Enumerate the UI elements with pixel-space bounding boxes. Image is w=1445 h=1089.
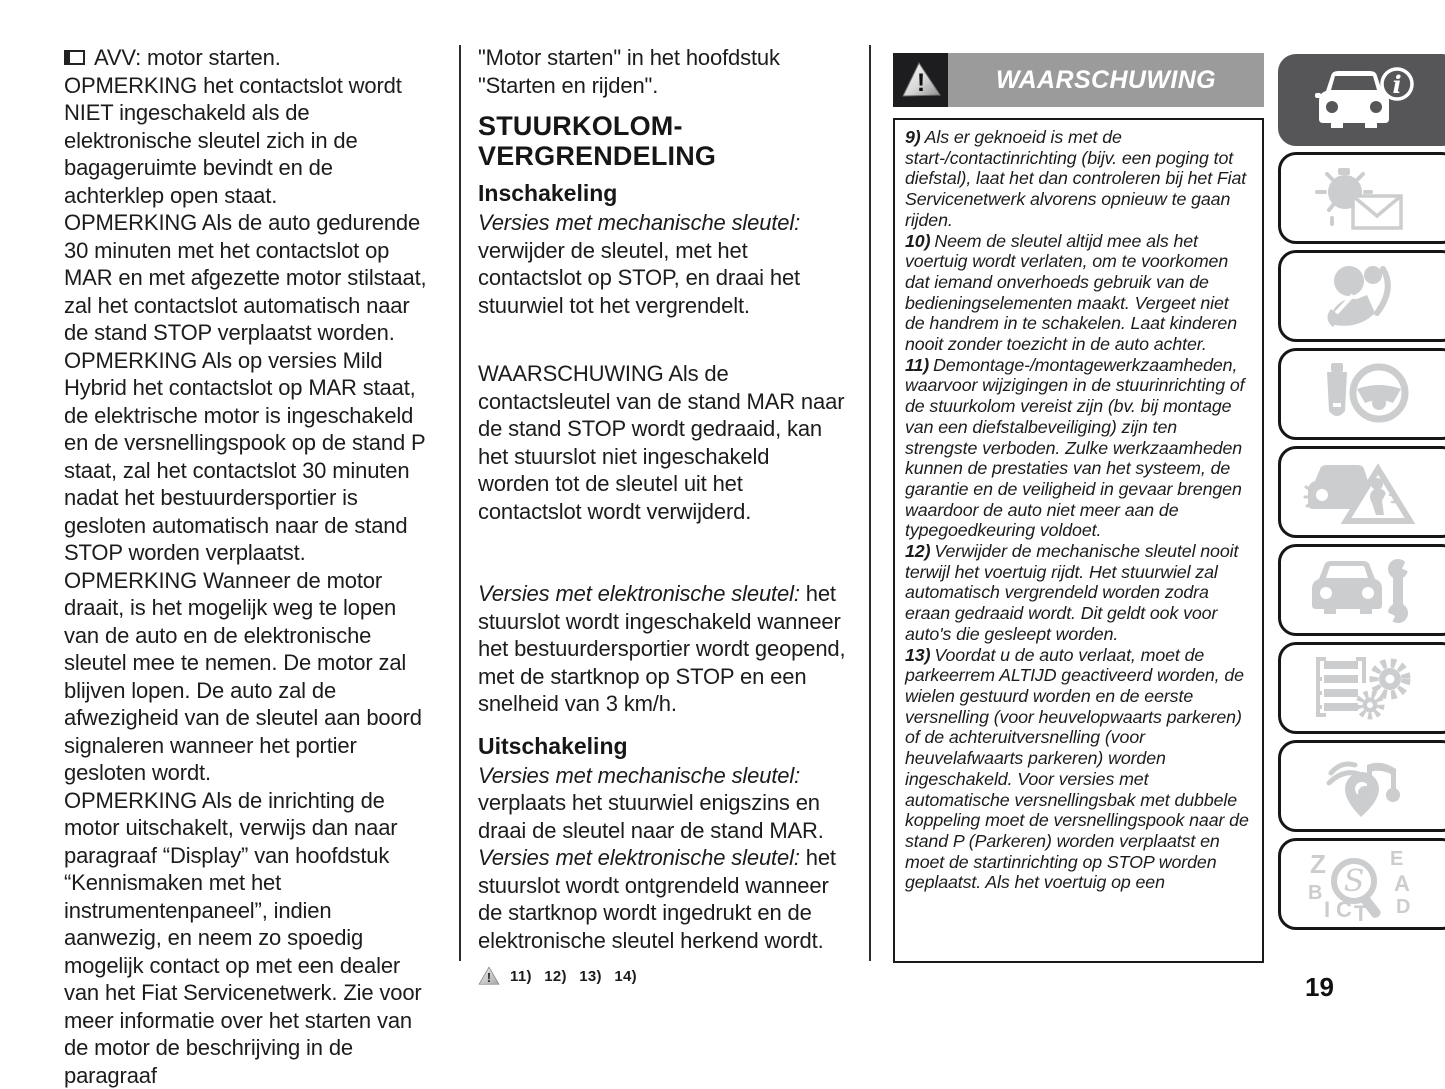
svg-text:i: i bbox=[1392, 70, 1401, 99]
alphabetical-index-search-icon bbox=[1302, 847, 1420, 921]
svg-text:S: S bbox=[1344, 864, 1365, 899]
paragraph-text: het stuurslot wordt ontgrendeld wanneer de startknop wordt ingedrukt en de elektronische sleutel herkend wordt. bbox=[478, 845, 836, 953]
sidebar-tile-vehicle-info bbox=[1278, 54, 1445, 146]
warning-header bbox=[893, 53, 1264, 107]
warning-panel bbox=[893, 53, 1264, 963]
paragraph-text: verplaats het stuurwiel enigszins en draai de sleutel naar de stand MAR. bbox=[478, 790, 824, 843]
warning-triangle-icon bbox=[478, 966, 500, 986]
svg-text:T: T bbox=[1354, 901, 1368, 921]
warning-item bbox=[905, 355, 1253, 541]
paragraph bbox=[478, 844, 846, 954]
paragraph: "Motor starten" in het hoofdstuk "Starten en rijden". bbox=[478, 44, 846, 99]
paragraph bbox=[478, 209, 846, 319]
paragraph-text: het stuurslot wordt ingeschakeld wanneer het bestuurdersportier wordt geopend, met de startknop op STOP en een snelheid van 3 km/h. bbox=[478, 581, 845, 716]
warning-item bbox=[905, 541, 1253, 645]
section-title-line1: STUURKOLOM- bbox=[478, 111, 846, 141]
item-number: 13) bbox=[905, 645, 930, 665]
item-text: Als er geknoeid is met de start-/contactinrichting (bijv. een poging tot diefstal), laat het dan controleren bij het Fiat Servicenetwerk alvorens opnieuw te gaan rijden. bbox=[905, 127, 1246, 230]
paragraph bbox=[478, 580, 846, 718]
item-text: Neem de sleutel altijd mee als het voertuig wordt verlaten, om te voorkomen dat iemand onverhoeds gebruik van de bedieningselementen maakt. Vergeet niet de handrem in te schakelen. Laat kinderen nooit zonder toezicht in de auto achter. bbox=[905, 231, 1237, 355]
svg-text:C: C bbox=[1336, 897, 1352, 921]
sidebar-tile-safety bbox=[1278, 250, 1445, 342]
footnote bbox=[478, 966, 846, 986]
item-text: Demontage-/montagewerkzaamheden, waarvoor wijzigingen in de stuurinrichting of de stuurkolom vereist zijn (bv. bij montage van een diefstalbeveiliging) zijn ten strengste verboden. Zulke werkzaamheden kunnen de prestaties van het systeem, de garantie en de veiligheid in gevaar brengen waardoor de auto niet meer aan de typegoedkeuring voldoet. bbox=[905, 355, 1244, 541]
sidebar-tile-technical-data bbox=[1278, 642, 1445, 734]
sidebar-tile-service bbox=[1278, 544, 1445, 636]
car-service-wrench-icon bbox=[1304, 555, 1418, 625]
svg-text:A: A bbox=[1394, 871, 1410, 896]
item-text: Voordat u de auto verlaat, moet de parkeerrem ALTIJD geactiveerd worden, de wielen gestuurd worden en de eerste versnelling (voor heuvelopwaarts parkeren) of de achteruitversnelling (voor heuvelafwaarts parkeren) worden ingeschakeld. Voor versies met automatische versnellingsbak met dubbele koppeling moet de versnellingspook naar de stand P (Parkeren) worden verplaatst en moet de startinrichting op STOP worden geplaatst. Als het voertuig op een bbox=[905, 645, 1249, 893]
italic-lead: Versies met mechanische sleutel: bbox=[478, 210, 800, 235]
item-number: 10) bbox=[905, 231, 930, 251]
paragraph-text: verwijder de sleutel, met het contactslot op STOP, en draai het stuurwiel tot het vergrendelt. bbox=[478, 238, 800, 318]
paragraph: WAARSCHUWING Als de contactsleutel van de stand MAR naar de stand STOP wordt gedraaid, kan het stuurslot niet ingeschakeld worden tot de sleutel uit het contactslot wordt verwijderd. bbox=[478, 360, 846, 525]
paragraph: OPMERKING het contactslot wordt NIET ingeschakeld als de elektronische sleutel zich in de bagageruimte bevindt en de achterklep open staat. bbox=[64, 72, 430, 210]
paragraph: OPMERKING Als de auto gedurende 30 minuten met het contactslot op MAR en met afgezette motor stilstaat, zal het contactslot automatisch naar de stand STOP verplaatst worden. bbox=[64, 209, 430, 347]
warning-item bbox=[905, 231, 1253, 355]
paragraph: OPMERKING Als op versies Mild Hybrid het contactslot op MAR staat, de elektrische motor is ingeschakeld en de versnellingspook op de stand P staat, zal het contactslot 30 minuten nadat het bestuurdersportier is gesloten automatisch naar de stand STOP worden verplaatst. bbox=[64, 347, 430, 567]
bullet-text: AVV: motor starten. bbox=[94, 45, 281, 70]
svg-text:D: D bbox=[1396, 896, 1410, 918]
safety-airbag-icon bbox=[1305, 261, 1417, 331]
item-text: Verwijder de mechanische sleutel nooit terwijl het voertuig rijdt. Het stuurwiel zal automatisch vergrendeld worden zodra eraan gedraaid wordt. Dit geldt ook voor auto's die gesleept worden. bbox=[905, 541, 1238, 644]
middle-column bbox=[478, 44, 846, 986]
page-number: 19 bbox=[1305, 972, 1334, 1003]
svg-text:I: I bbox=[1324, 897, 1330, 921]
sidebar-tile-emergency bbox=[1278, 446, 1445, 538]
subheading-uitschakeling: Uitschakeling bbox=[478, 732, 846, 760]
section-title-line2: VERGRENDELING bbox=[478, 141, 846, 171]
bullet-paragraph bbox=[64, 44, 430, 72]
warning-title: WAARSCHUWING bbox=[948, 53, 1264, 107]
key-steering-wheel-icon bbox=[1305, 359, 1417, 429]
technical-data-gears-icon bbox=[1304, 653, 1418, 723]
italic-lead: Versies met elektronische sleutel: bbox=[478, 581, 800, 606]
item-number: 9) bbox=[905, 127, 921, 147]
item-number: 11) bbox=[905, 355, 929, 375]
paragraph bbox=[478, 762, 846, 845]
sidebar-tile-index bbox=[1278, 838, 1445, 930]
italic-lead: Versies met mechanische sleutel: bbox=[478, 763, 800, 788]
left-column bbox=[64, 44, 430, 1089]
paragraph: OPMERKING Wanneer de motor draait, is het mogelijk weg te lopen van de auto en de elektronische sleutel mee te nemen. De motor zal blijven lopen. De auto zal de afwezigheid van de sleutel aan boord signaleren wanneer het portier gesloten wordt. bbox=[64, 567, 430, 787]
multimedia-audio-icon bbox=[1305, 751, 1417, 821]
warning-triangle-icon bbox=[900, 61, 942, 99]
section-title bbox=[478, 111, 846, 171]
warning-item bbox=[905, 127, 1253, 231]
sidebar-tile-starting-driving bbox=[1278, 348, 1445, 440]
warning-light-message-icon bbox=[1305, 164, 1417, 232]
car-info-icon bbox=[1305, 67, 1417, 133]
warning-body bbox=[893, 118, 1264, 963]
svg-text:Z: Z bbox=[1310, 849, 1326, 879]
svg-text:!: ! bbox=[487, 971, 491, 985]
paragraph: OPMERKING Als de inrichting de motor uitschakelt, verwijs dan naar paragraaf “Display” van hoofdstuk “Kennismaken met het instrumentenpaneel”, indien aanwezig, en neem zo spoedig mogelijk contact op met een dealer van het Fiat Servicenetwerk. Zie voor meer informatie over het starten van de motor de beschrijving in de paragraaf bbox=[64, 787, 430, 1089]
warning-item bbox=[905, 645, 1253, 893]
warning-icon-box bbox=[893, 53, 948, 107]
footnote-refs: 11) 12) 13) 14) bbox=[510, 968, 637, 985]
column-divider bbox=[459, 45, 461, 961]
svg-text:B: B bbox=[1308, 882, 1322, 904]
item-number: 12) bbox=[905, 541, 930, 561]
subheading-inschakeling: Inschakeling bbox=[478, 179, 846, 207]
sidebar-tile-multimedia bbox=[1278, 740, 1445, 832]
list-box-icon bbox=[64, 50, 85, 65]
svg-text:E: E bbox=[1390, 848, 1403, 870]
svg-text:!: ! bbox=[916, 69, 924, 97]
sidebar-tile-warning-lights bbox=[1278, 152, 1445, 244]
emergency-triangle-icon bbox=[1302, 457, 1420, 527]
italic-lead: Versies met elektronische sleutel: bbox=[478, 845, 800, 870]
column-divider bbox=[869, 45, 871, 961]
